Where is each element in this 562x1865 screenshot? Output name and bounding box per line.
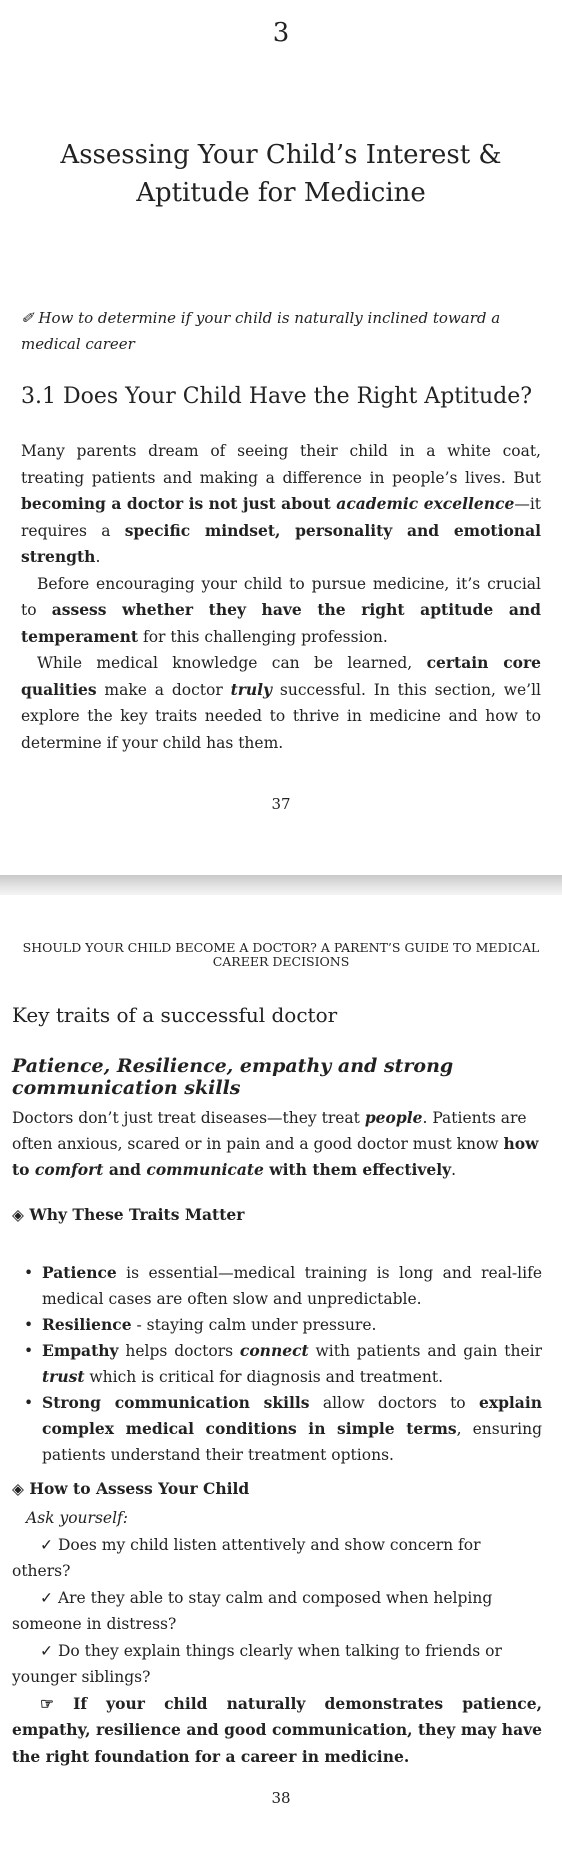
- text-run: is essential—medical training is long and real-life medical cases are often slow and unpredictable.: [42, 1264, 542, 1308]
- text-run: successful. In this section, we’ll explore the key traits needed to thrive in medicine and how to determine if your child has them.: [21, 680, 542, 752]
- chapter-number: 3: [272, 18, 290, 48]
- question-item: [12, 1638, 542, 1691]
- bullet-icon: •: [24, 1342, 34, 1360]
- conclusion-text: If your child naturally demonstrates patience, empathy, resilience and good communication, they may have the right foundation for a career in medicine.: [12, 1693, 542, 1766]
- traits-list: [12, 1260, 542, 1468]
- text-run: with patients and gain their: [308, 1342, 542, 1360]
- running-header: SHOULD YOUR CHILD BECOME A DOCTOR? A PARENT’S GUIDE TO MEDICAL CAREER DECISIONS: [22, 940, 540, 969]
- bold-italic-run: connect: [239, 1341, 309, 1360]
- paragraph-2: [21, 571, 541, 651]
- bullet-icon: •: [24, 1264, 34, 1282]
- bold-run: assess whether they have the right aptitude and temperament: [21, 600, 541, 646]
- assess-heading: [12, 1479, 249, 1498]
- bold-italic-run: academic excellence: [336, 494, 515, 513]
- bold-italic-run: comfort: [34, 1160, 104, 1179]
- bold-run: becoming a doctor is not just about: [21, 494, 337, 513]
- bold-run: certain core qualities: [21, 653, 541, 699]
- traits-heading: Key traits of a successful doctor: [12, 1003, 338, 1027]
- bold-italic-run: communicate: [146, 1160, 264, 1179]
- text-run: , ensuring patients understand their treatment options.: [42, 1420, 542, 1464]
- chapter-subtitle-text: How to determine if your child is naturally inclined toward a medical career: [21, 309, 501, 353]
- text-run: which is critical for diagnosis and treatment.: [84, 1368, 444, 1386]
- list-item: [12, 1312, 542, 1338]
- page-number: 38: [271, 1789, 291, 1807]
- conclusion: [12, 1691, 542, 1771]
- chapter-subtitle: [21, 305, 541, 357]
- bold-italic-run: people: [364, 1108, 423, 1127]
- list-item: [12, 1338, 542, 1390]
- page-37: [0, 0, 562, 875]
- paragraph-1: [21, 438, 541, 571]
- text-run: for this challenging profession.: [138, 627, 388, 646]
- diamond-icon: ◈: [12, 1479, 24, 1498]
- chapter-title: Assessing Your Child’s Interest & Aptitude for Medicine: [60, 140, 502, 208]
- paragraph-3: [21, 650, 541, 756]
- text-run: Before encouraging your child to pursue medicine, it’s crucial to: [21, 574, 541, 619]
- pencil-icon: ✐: [21, 309, 34, 327]
- check-icon: ✓: [40, 1641, 53, 1660]
- section-title: 3.1 Does Your Child Have the Right Aptitude?: [21, 384, 533, 409]
- ask-yourself-text: Ask yourself:: [26, 1509, 128, 1527]
- question-item: [12, 1585, 542, 1638]
- question-text: Does my child listen attentively and show concern for others?: [12, 1535, 481, 1580]
- text-run: .: [95, 548, 101, 566]
- bold-run: how to: [12, 1134, 539, 1179]
- text-run: While medical knowledge can be learned,: [37, 654, 427, 672]
- question-item: [12, 1532, 542, 1585]
- list-item: [12, 1260, 542, 1312]
- text-run: Doctors don’t just treat diseases—they treat: [12, 1109, 365, 1127]
- why-traits-heading: [12, 1205, 244, 1224]
- bold-run: and: [103, 1160, 147, 1179]
- pointing-hand-icon: ☞: [40, 1693, 54, 1713]
- bold-run: Resilience: [42, 1315, 132, 1334]
- text-run: helps doctors: [118, 1342, 240, 1360]
- list-item: [12, 1390, 542, 1468]
- bold-run: explain complex medical conditions in simple terms: [42, 1393, 542, 1438]
- bold-run: Empathy: [42, 1341, 119, 1360]
- page-separator: [0, 875, 562, 895]
- text-run: —it requires a: [21, 495, 541, 540]
- bullet-icon: •: [24, 1394, 34, 1412]
- bold-italic-run: truly: [230, 679, 273, 699]
- bold-run: Patience: [42, 1263, 117, 1282]
- bullet-icon: •: [24, 1316, 34, 1334]
- text-run: - staying calm under pressure.: [131, 1316, 377, 1334]
- diamond-icon: ◈: [12, 1205, 24, 1224]
- intro-paragraph: [12, 1105, 542, 1183]
- text-run: make a doctor: [96, 680, 231, 699]
- bold-italic-run: trust: [42, 1367, 85, 1386]
- bold-run: with them effectively: [263, 1160, 452, 1179]
- page-number: 37: [271, 795, 291, 813]
- assess-checklist: [12, 1505, 542, 1770]
- text-run: allow doctors to: [309, 1394, 479, 1412]
- traits-subheading: Patience, Resilience, empathy and strong communication skills: [12, 1055, 454, 1099]
- ask-yourself: [12, 1505, 542, 1532]
- text-run: . Patients are often anxious, scared or in pain and a good doctor must know: [12, 1109, 527, 1153]
- text-run: .: [451, 1161, 457, 1179]
- why-traits-heading-text: Why These Traits Matter: [29, 1205, 245, 1224]
- question-text: Are they able to stay calm and composed when helping someone in distress?: [12, 1588, 493, 1633]
- check-icon: ✓: [40, 1588, 53, 1607]
- question-text: Do they explain things clearly when talking to friends or younger siblings?: [12, 1641, 502, 1686]
- bold-run: specific mindset, personality and emotional strength: [21, 520, 542, 566]
- text-run: Many parents dream of seeing their child in a white coat, treating patients and making a difference in people’s lives. But: [21, 442, 541, 487]
- section-body: [21, 438, 541, 756]
- check-icon: ✓: [40, 1535, 53, 1554]
- assess-heading-text: How to Assess Your Child: [29, 1479, 250, 1498]
- page-38: [0, 895, 562, 1865]
- bold-run: Strong communication skills: [42, 1393, 310, 1412]
